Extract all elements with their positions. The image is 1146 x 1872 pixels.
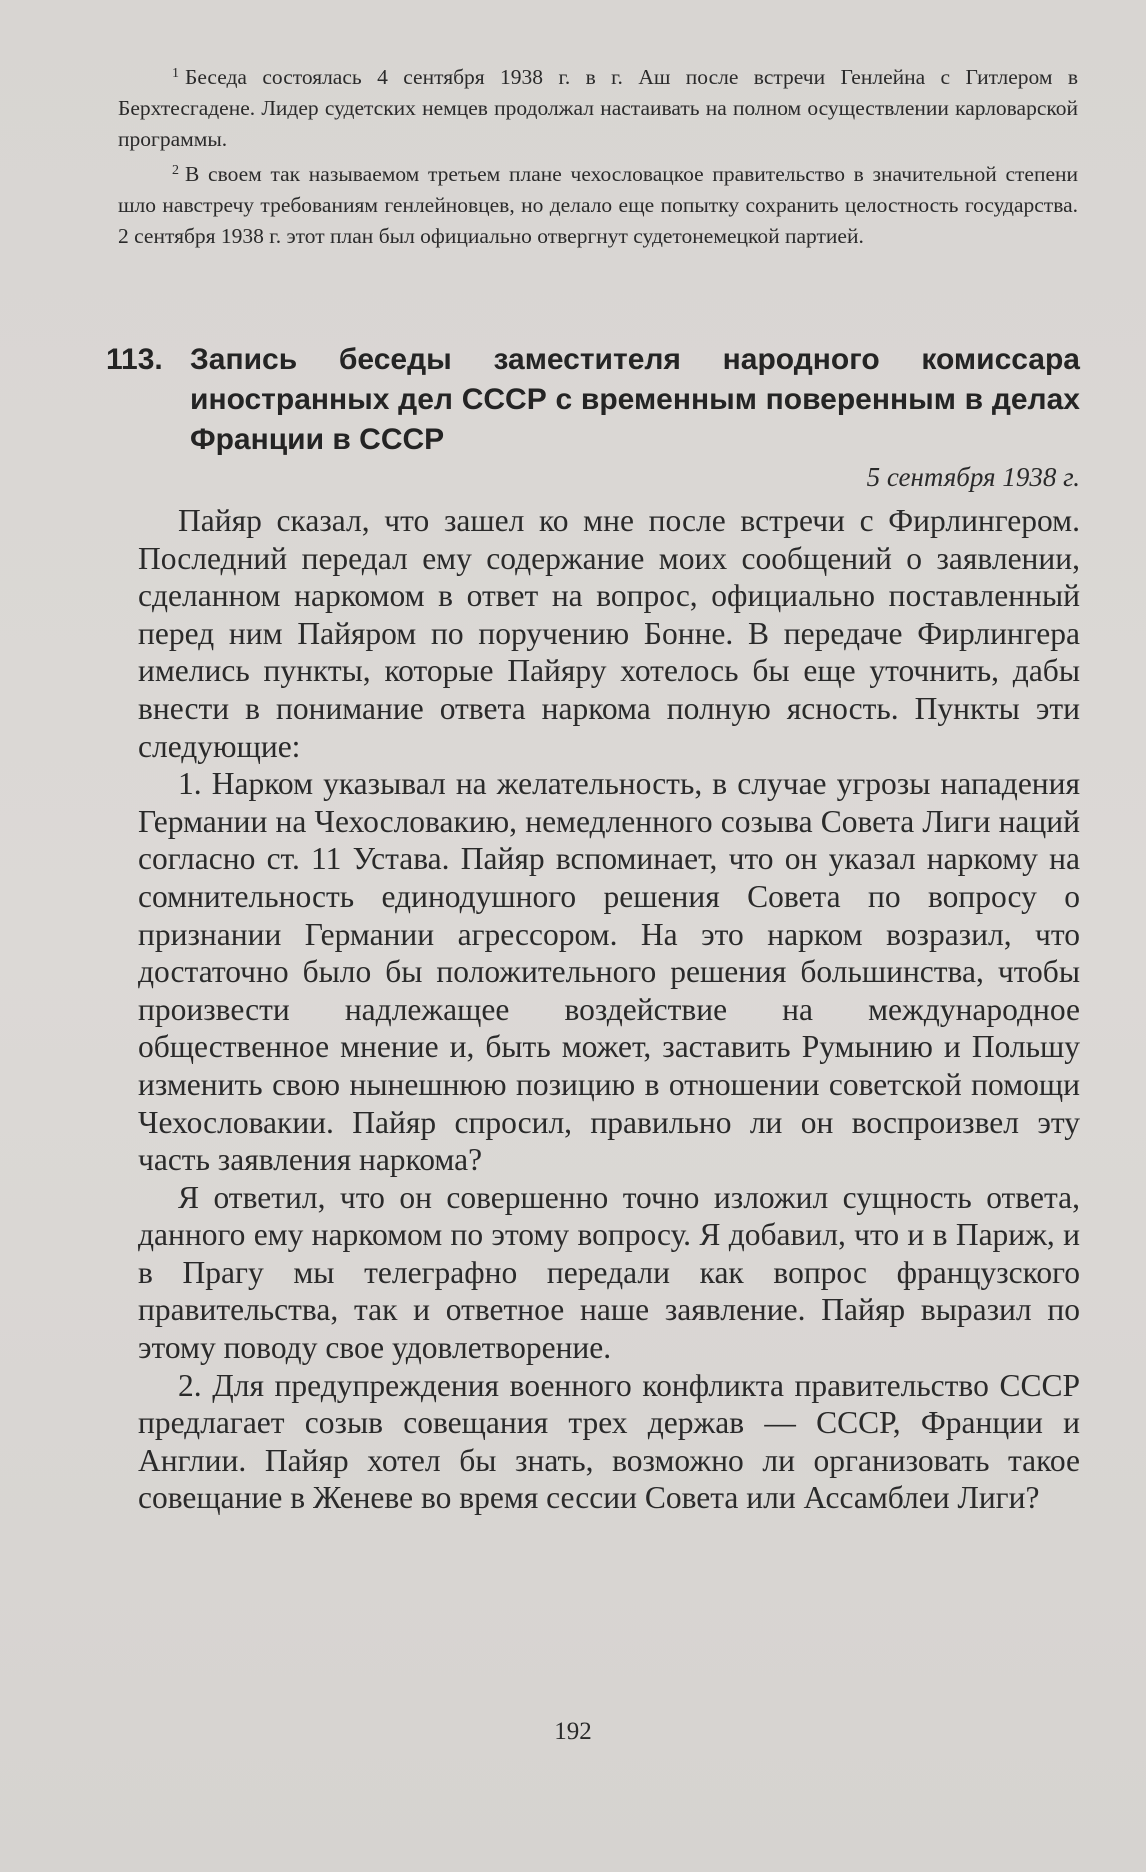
page-number: 192 [554, 1718, 592, 1745]
footnote-text: В своем так называемом третьем плане чехословацкое правительство в значительной степени шло навстречу требованиям генлейновцев, но делало еще попытку сохранить целостность государства. 2 сентября 1938 г. этот план был официально отвергнут судетонемецкой партией. [118, 162, 1078, 248]
body-paragraph: Я ответил, что он совершенно точно изложил сущность ответа, данного ему наркомом по этому вопросу. Я добавил, что и в Париж, и в Прагу мы телеграфно передали как вопрос французского правительства, так и ответное наше заявление. Пайяр выразил по этому поводу свое удовлетворение. [138, 1179, 1080, 1366]
document-date: 5 сентября 1938 г. [866, 462, 1080, 492]
footnotes [118, 58, 1078, 252]
footnote-mark: 2 [172, 163, 179, 178]
document-number: 113. [106, 343, 163, 376]
document-title: Запись беседы заместителя народного комиссара иностранных дел СССР с временным поверенным в делах Франции в СССР [190, 343, 1080, 456]
document-body [138, 502, 1080, 1517]
footnote-2 [118, 155, 1078, 252]
footnote-1 [118, 58, 1078, 155]
footnote-mark: 1 [172, 66, 179, 81]
body-paragraph: 1. Нарком указывал на желательность, в случае угрозы нападения Германии на Чехословакию, немедленного созыва Совета Лиги наций согласно ст. 11 Устава. Пайяр вспоминает, что он указал наркому на сомнительность единодушного решения Совета по вопросу о признании Германии агрессором. На это нарком возразил, что достаточно было бы положительного решения большинства, чтобы произвести надлежащее воздействие на международное общественное мнение и, быть может, заставить Румынию и Польшу изменить свою нынешнюю позицию в отношении советской помощи Чехословакии. Пайяр спросил, правильно ли он воспроизвел эту часть заявления наркома? [138, 766, 1080, 1178]
body-paragraph: Пайяр сказал, что зашел ко мне после встречи с Фирлингером. Последний передал ему содержание моих сообщений о заявлении, сделанном наркомом в ответ на вопрос, официально поставленный перед ним Пайяром по поручению Бонне. В передаче Фирлингера имелись пункты, которые Пайяру хотелось бы еще уточнить, дабы внести в понимание ответа наркома полную ясность. Пункты эти следующие: [138, 503, 1080, 764]
body-paragraph: 2. Для предупреждения военного конфликта правительство СССР предлагает созыв совещания трех держав — СССР, Франции и Англии. Пайяр хотел бы знать, возможно ли организовать такое совещание в Женеве во время сессии Совета или Ассамблеи Лиги? [138, 1367, 1080, 1516]
footnote-text: Беседа состоялась 4 сентября 1938 г. в г. Аш после встречи Генлейна с Гитлером в Берхтесгадене. Лидер судетских немцев продолжал настаивать на полном осуществлении карловарской программы. [118, 65, 1078, 151]
document-heading [106, 340, 1080, 460]
